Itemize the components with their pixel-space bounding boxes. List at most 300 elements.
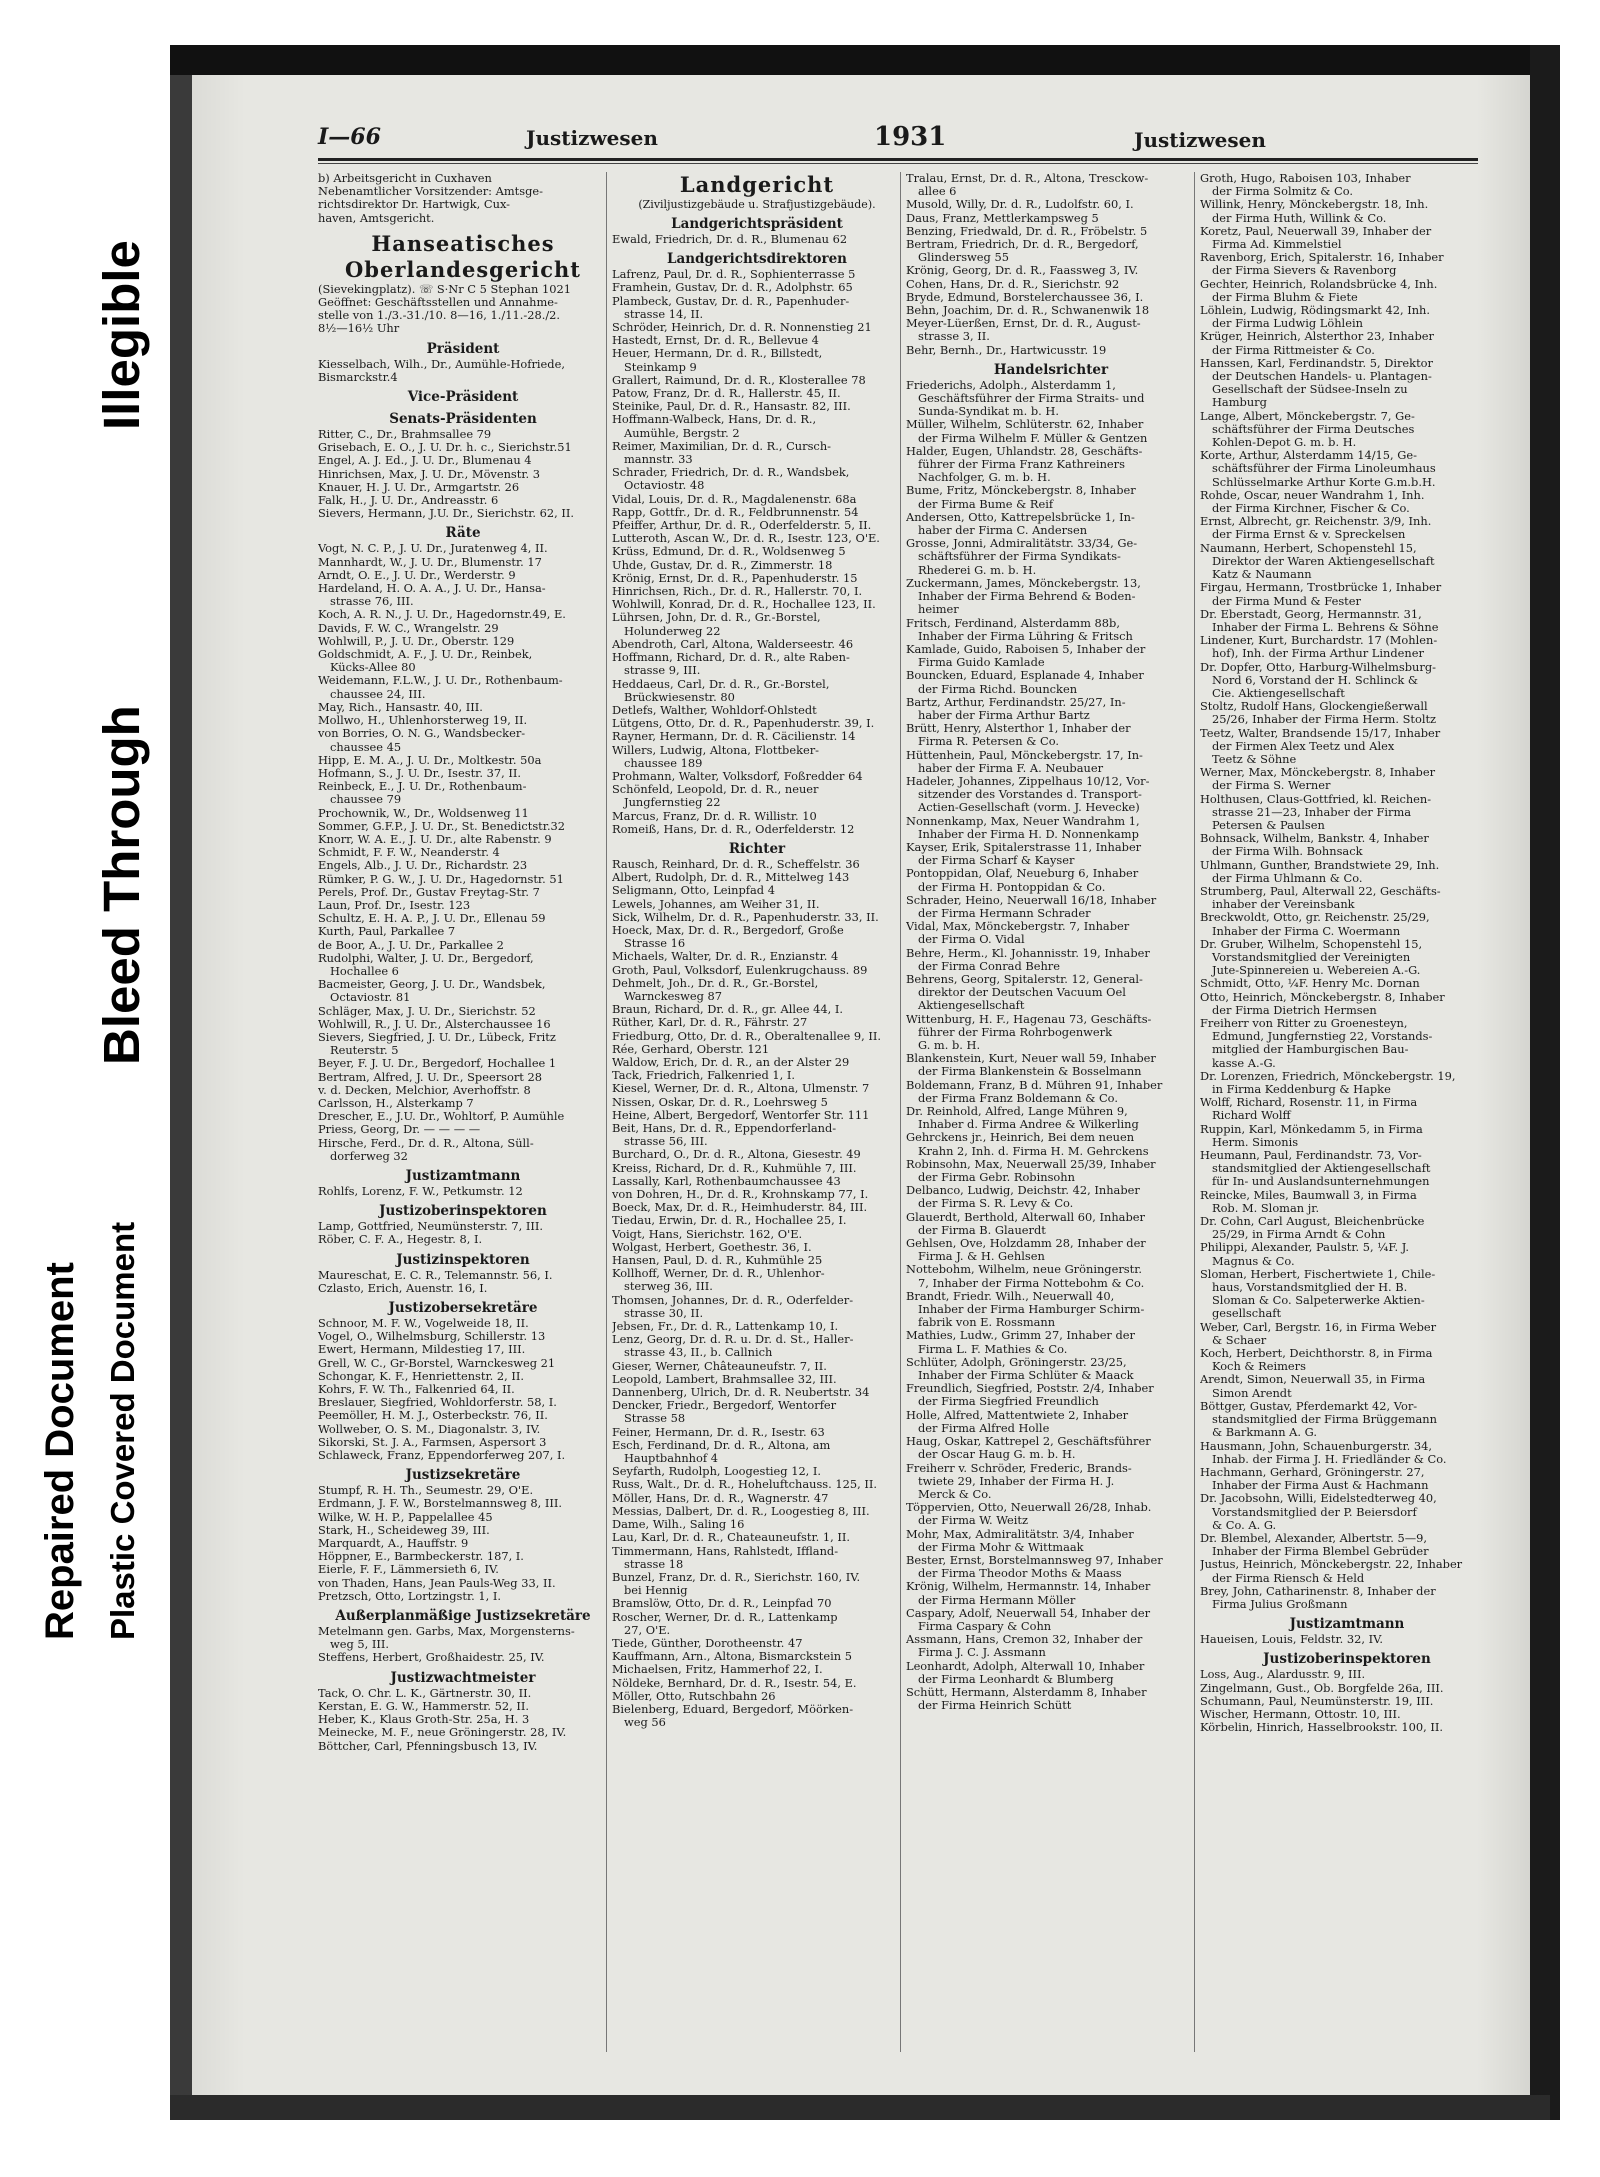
entry-line: Kiesselbach, Wilh., Dr., Aumühle-Hofriede, [318,357,565,371]
running-title-right: Justizwesen [1134,128,1266,152]
entry-line: Messias, Dalbert, Dr. d. R., Loogestieg 8, III. [612,1504,870,1518]
entry-line: Nachfolger, G. m. b. H. [918,471,1051,485]
entry-line: standsmitglied der Aktiengesellschaft [1212,1162,1431,1176]
entry-line: Leopold, Lambert, Brahmsallee 32, III. [612,1372,837,1386]
entry-line: Inhaber der Firma Blembel Gebrüder [1212,1545,1429,1559]
entry-line: Sievers, Hermann, J.U. Dr., Sierichstr. 62, II. [318,507,575,521]
entry-line: Ernst, Albrecht, gr. Reichenstr. 3/9, Inh. [1200,515,1432,529]
entry-line: Kohrs, F. W. Th., Falkenried 64, II. [318,1383,515,1397]
entry-line: Waldow, Erich, Dr. d. R., an der Alster 29 [612,1055,850,1069]
entry-line: Breckwoldt, Otto, gr. Reichenstr. 25/29, [1200,911,1430,925]
entry-line: Ritter, C., Dr., Brahmsallee 79 [318,428,492,442]
entry-line: Dannenberg, Ulrich, Dr. d. R. Neubertstr. 34 [612,1386,870,1400]
entry-line: Knauer, H. J. U. Dr., Armgartstr. 26 [318,480,520,494]
entry-list [318,1625,608,1665]
entry-line: Firma J. & H. Gehlsen [918,1250,1045,1264]
entry-line: Firma R. Petersen & Co. [918,735,1059,749]
column-4 [1200,172,1494,2057]
entry-line: Sievers, Siegfried, J. U. Dr., Lübeck, Fritz [318,1030,556,1044]
entry-line: Falk, H., J. U. Dr., Andreasstr. 6 [318,494,499,508]
entry-line: Michaelsen, Fritz, Hammerhof 22, I. [612,1663,823,1677]
entry-line: Goldschmidt, A. F., J. U. Dr., Reinbek, [318,648,533,662]
entry-line: Arendt, Simon, Neuerwall 35, in Firma [1200,1373,1426,1387]
entry-line: Bunzel, Franz, Dr. d. R., Sierichstr. 160, IV. [612,1570,861,1584]
entry-line: Hauptbahnhof 4 [624,1452,718,1466]
entry-line: Marquardt, A., Hauffstr. 9 [318,1537,469,1551]
entry-line: Bryde, Edmund, Borstelerchaussee 36, I. [906,290,1144,304]
entry-line: Schlüter, Adolph, Gröningerstr. 23/25, [906,1355,1127,1369]
entry-line: hof), Inh. der Firma Arthur Lindener [1212,647,1424,661]
entry-line: der Firma Hermann Schrader [918,906,1091,920]
entry-line: Hoffmann, Richard, Dr. d. R., alte Raben- [612,651,850,665]
entry-line: Bacmeister, Georg, J. U. Dr., Wandsbek, [318,978,546,992]
entry-line: Dehmelt, Joh., Dr. d. R., Gr.-Borstel, [612,976,819,990]
entry-line: von Borries, O. N. G., Wandsbecker- [318,727,526,741]
entry-line: Weidemann, F.L.W., J. U. Dr., Rothenbaum- [318,674,563,688]
entry-line: Kamlade, Guido, Raboisen 5, Inhaber der [906,642,1146,656]
entry-line: der Firma Sievers & Ravenborg [1212,264,1397,278]
entry-line: G. m. b. H. [918,1039,981,1052]
entry-line: Krönig, Georg, Dr. d. R., Faassweg 3, IV. [906,264,1139,278]
entry-line: der Firma Scharf & Kayser [918,854,1075,868]
entry-line: Krüger, Heinrich, Alsterthor 23, Inhaber [1200,330,1434,344]
entry-line: Herm. Simonis [1212,1135,1299,1149]
label-plastic-covered-document: Plastic Covered Document [104,1221,141,1640]
entry-line: b) Arbeitsgericht in Cuxhaven [318,172,492,185]
entry-line: Dr. Cohn, Carl August, Bleichenbrücke [1200,1215,1425,1229]
entry-line: von Thaden, Hans, Jean Pauls-Weg 33, II. [318,1576,556,1590]
entry-line: Dencker, Friedr., Bergedorf, Wentorfer [612,1399,837,1413]
entry-line: der Firma Wilhelm F. Müller & Gentzen [918,431,1148,445]
entry-line: Hipp, E. M. A., J. U. Dr., Moltkestr. 50a [318,753,542,767]
column-3 [906,172,1196,2057]
entry-line: der Firma Theodor Moths & Maass [918,1567,1122,1581]
entry-line: Firma J. C. J. Assmann [918,1646,1046,1660]
entry-line: Vorstandsmitglied der P. Beiersdorf [1212,1505,1417,1519]
entry-line: Erdmann, J. F. W., Borstelmannsweg 8, III. [318,1497,563,1511]
entry-line: Hadeler, Johannes, Zippelhaus 10/12, Vor- [906,774,1150,788]
entry-line: Inhaber der Firma Behrend & Boden- [918,590,1136,604]
entry-line: Wohlwill, Konrad, Dr. d. R., Hochallee 123, II. [612,598,876,612]
entry-line: sterweg 36, III. [624,1280,713,1294]
entry-line: Behr, Bernh., Dr., Hartwicusstr. 19 [906,343,1107,357]
entry-line: Carlsson, H., Alsterkamp 7 [318,1096,474,1110]
entry-line: Seligmann, Otto, Leinpfad 4 [612,884,775,898]
entry-line: Vidal, Max, Mönckebergstr. 7, Inhaber [906,920,1130,934]
year: 1931 [874,122,947,152]
entry-line: Bismarckstr.4 [318,370,398,384]
entry-line: Krönig, Ernst, Dr. d. R., Papenhuderstr. 15 [612,571,858,585]
entry-line: 27, O'E. [624,1623,671,1637]
entry-line: Möller, Otto, Rutschbahn 26 [612,1689,776,1703]
entry-line: Sloman & Co. Salpeterwerke Aktien- [1212,1294,1425,1308]
label-repaired-document: Repaired Document [38,1262,82,1640]
entry-line: Rudolphi, Walter, J. U. Dr., Bergedorf, [318,951,534,965]
entry-line: der Firma Ernst & v. Spreckelsen [1212,528,1406,542]
entry-line: der Firma Siegfried Freundlich [918,1395,1099,1409]
entry-line: Gechter, Heinrich, Rolandsbrücke 4, Inh. [1200,277,1438,291]
entry-line: Schultz, E. H. A. P., J. U. Dr., Ellenau 59 [318,912,546,926]
entry-line: Peemöller, H. M. J., Osterbeckstr. 76, II. [318,1409,548,1423]
entry-line: Drescher, E., J.U. Dr., Wohltorf, P. Aumühle [318,1110,565,1124]
entry-line: Pontoppidan, Olaf, Neueburg 6, Inhaber [906,867,1139,881]
entry-line: Körbelin, Hinrich, Hasselbrookstr. 100, II. [1200,1721,1443,1735]
entry-line: Hirsche, Ferd., Dr. d. R., Altona, Süll- [318,1136,534,1150]
section-heading: Räte [445,525,481,542]
entry-line: Löhlein, Ludwig, Rödingsmarkt 42, Inh. [1200,304,1430,318]
entry-line: Nissen, Oskar, Dr. d. R., Loehrsweg 5 [612,1095,828,1109]
entry-line: der Firma O. Vidal [918,933,1025,947]
entry-list [612,858,902,1729]
entry-line: Böttger, Gustav, Pferdemarkt 42, Vor- [1200,1399,1418,1413]
entry-line: der Firma Blankenstein & Bosselmann [918,1065,1142,1079]
entry-line: der Firma Mund & Fester [1212,594,1361,608]
entry-line: Firma L. F. Mathies & Co. [918,1342,1068,1356]
entry-line: Ravenborg, Erich, Spitalerstr. 16, Inhaber [1200,251,1444,265]
entry-line: Friederichs, Adolph., Alsterdamm 1, [906,378,1116,392]
entry-line: Rausch, Reinhard, Dr. d. R., Scheffelstr. 36 [612,857,860,871]
entry-line: Krüss, Edmund, Dr. d. R., Woldsenweg 5 [612,545,846,559]
entry-line: Vogt, N. C. P., J. U. Dr., Juratenweg 4, II. [318,542,548,556]
section-heading: Justizamtmann [405,1168,521,1184]
entry-line: Edmund, Jungfernstieg 22, Vorstands- [1212,1030,1433,1044]
column-2 [612,172,902,2057]
entry-line: Schnoor, M. F. W., Vogelweide 18, II. [318,1317,529,1331]
entry-line: Willink, Henry, Mönckebergstr. 18, Inh. [1200,198,1429,212]
entry-line: Reuterstr. 5 [330,1044,399,1058]
entry-line: strasse 76, III. [330,595,414,609]
entry-line: Bartz, Arthur, Ferdinandstr. 25/27, In- [906,695,1126,709]
entry-line: Esch, Ferdinand, Dr. d. R., Altona, am [612,1438,831,1452]
section-heading: Landgerichtspräsident [671,216,843,232]
entry-line: Teetz, Walter, Brandsende 15/17, Inhaber [1200,726,1441,740]
entry-line: Meyer-Lüerßen, Ernst, Dr. d. R., August- [906,317,1141,331]
entry-line: Laun, Prof. Dr., Isestr. 123 [318,898,471,912]
entry-line: Davids, F. W. C., Wrangelstr. 29 [318,621,499,635]
entry-line: Firma Caspary & Cohn [918,1619,1052,1633]
entry-line: Dr. Blembel, Alexander, Albertstr. 5—9, [1200,1531,1427,1545]
entry-line: Daus, Franz, Mettlerkampsweg 5 [906,211,1099,225]
entry-line: Müller, Wilhelm, Schlüterstr. 62, Inhaber [906,418,1144,432]
entry-line: Blankenstein, Kurt, Neuer wall 59, Inhaber [906,1052,1156,1066]
entry-line: Ewald, Friedrich, Dr. d. R., Blumenau 62 [612,233,848,246]
entry-line: Jute-Spinnereien u. Webereien A.-G. [1212,964,1421,978]
entry-line: Rayner, Hermann, Dr. d. R. Cäcilienstr. 14 [612,730,856,744]
entry-line: Kohlen-Depot G. m. b. H. [1212,436,1357,450]
entry-line: Holthusen, Claus-Gottfried, kl. Reichen- [1200,792,1432,806]
entry-line: 25/29, in Firma Arndt & Cohn [1212,1228,1386,1242]
entry-line: Ewert, Hermann, Mildestieg 17, III. [318,1343,526,1357]
entry-line: Grallert, Raimund, Dr. d. R., Klosterallee 78 [612,373,866,387]
entry-line: inhaber der Vereinsbank [1212,898,1355,912]
entry-line: Dr. Jacobsohn, Willi, Eidelstedterweg 40, [1200,1492,1437,1506]
entry-line: Direktor der Waren Aktiengesellschaft [1212,554,1435,568]
entry-line: Holle, Alfred, Mattentwiete 2, Inhaber [906,1408,1129,1422]
entry-line: Michaels, Walter, Dr. d. R., Enzianstr. 4 [612,950,839,964]
entry-line: Seyfarth, Rudolph, Loogestieg 12, I. [612,1465,822,1479]
entry-line: Musold, Willy, Dr. d. R., Ludolfstr. 60, I. [906,198,1134,212]
entry-line: der Firma Gebr. Robinsohn [918,1171,1075,1185]
entry-line: Naumann, Herbert, Schopenstehl 15, [1200,541,1417,555]
entry-line: Magnus & Co. [1212,1254,1295,1268]
entry-line: Fritsch, Ferdinand, Alsterdamm 88b, [906,616,1120,630]
entry-line: Timmermann, Hans, Rahlstedt, Iffland- [612,1544,839,1558]
entry-line: Nord 6, Vorstand der H. Schlinck & [1212,673,1419,687]
entry-line: Benzing, Friedwald, Dr. d. R., Fröbelstr. 5 [906,224,1148,238]
entry-line: Möller, Hans, Dr. d. R., Wagnerstr. 47 [612,1491,829,1505]
entry-line: Weber, Carl, Bergstr. 16, in Firma Weber [1200,1320,1437,1334]
entry-line: Behre, Herm., Kl. Johannisstr. 19, Inhaber [906,946,1150,960]
entry-line: Schlüsselmarke Arthur Korte G.m.b.H. [1212,475,1436,489]
entry-line: Metelmann gen. Garbs, Max, Morgensterns- [318,1625,575,1639]
entry-line: Warnckesweg 87 [624,989,723,1003]
entry-line: Inhaber der Firma Lühring & Fritsch [918,629,1133,643]
entry-line: Rümker, P. G. W., J. U. Dr., Hagedornstr. 51 [318,872,564,886]
entry-line: Freiherr v. Schröder, Frederic, Brands- [906,1461,1132,1475]
scan-frame-bottom [170,2095,1550,2120]
entry-line: der Firma Solmitz & Co. [1212,185,1354,199]
running-head [318,122,1478,162]
entry-line: Hofmann, S., J. U. Dr., Isestr. 37, II. [318,766,521,780]
entry-line: Braun, Richard, Dr. d. R., gr. Allee 44, I. [612,1003,843,1017]
entry-line: Kücks-Allee 80 [330,661,416,675]
entry-line: Grell, W. C., Gr-Borstel, Warnckesweg 21 [318,1356,556,1370]
entry-line: Boeck, Max, Dr. d. R., Heimhuderstr. 84, III. [612,1201,868,1215]
entry-line: Röber, C. F. A., Hegestr. 8, I. [318,1233,483,1247]
entry-line: Halder, Eugen, Uhlandstr. 28, Geschäfts- [906,444,1143,458]
entry-line: Lütgens, Otto, Dr. d. R., Papenhuderstr. 39, I. [612,717,875,731]
entry-line: Bester, Ernst, Borstelmannsweg 97, Inhaber [906,1553,1163,1567]
entry-line: Sloman, Herbert, Fischertwiete 1, Chile- [1200,1267,1436,1281]
entry-line: Friedburg, Otto, Dr. d. R., Oberaltenallee 9, II. [612,1029,881,1043]
entry-line: Schröder, Heinrich, Dr. d. R. Nonnenstieg 21 [612,321,872,335]
entry-list [612,233,902,246]
entry-line: Uhde, Gustav, Dr. d. R., Zimmerstr. 18 [612,558,833,572]
entry-line: Kreiss, Richard, Dr. d. R., Kuhmühle 7, III. [612,1161,857,1175]
entry-line: Hardeland, H. O. A. A., J. U. Dr., Hansa- [318,582,546,596]
entry-line: Lafrenz, Paul, Dr. d. R., Sophienterrasse 5 [612,268,856,282]
entry-line: Sick, Wilhelm, Dr. d. R., Papenhuderstr. 33, II. [612,910,879,924]
entry-line: Lewels, Johannes, am Weiher 31, II. [612,897,820,911]
entry-line: Framhein, Gustav, Dr. d. R., Adolphstr. 65 [612,281,853,295]
entry-line: Steinike, Paul, Dr. d. R., Hansastr. 82, III. [612,400,851,414]
entry-line: Haug, Oskar, Kattrepel 2, Geschäftsführer [906,1435,1151,1449]
page-number: I—66 [318,124,381,150]
entry-line: Wischer, Hermann, Ottostr. 10, III. [1200,1707,1401,1721]
entry-line: Kerstan, E. G. W., Hammerstr. 52, II. [318,1699,529,1713]
entry-line: Geöffnet: Geschäftsstellen und Annahme- [318,296,558,310]
entry-line: haber der Firma Arthur Bartz [918,708,1090,722]
entry-line: Teetz & Söhne [1212,752,1297,766]
entry-line: Mannhardt, W., J. U. Dr., Blumenstr. 17 [318,555,542,569]
entry-line: Patow, Franz, Dr. d. R., Hallerstr. 45, II. [612,387,841,401]
entry-line: Lührsen, John, Dr. d. R., Gr.-Borstel, [612,611,821,625]
entry-line: Hoeck, Max, Dr. d. R., Bergedorf, Große [612,923,844,937]
entry-line: Sikorski, St. J. A., Farmsen, Aspersort 3 [318,1435,547,1449]
entry-list [1200,172,1494,1611]
entry-line: der Firma W. Weitz [918,1514,1028,1528]
entry-line: Lenz, Georg, Dr. d. R. u. Dr. d. St., Haller- [612,1333,854,1347]
entry-list [318,1317,608,1462]
entry-line: Inhaber der Firma Schlüter & Maack [918,1369,1134,1383]
entry-line: der Firma Bluhm & Fiete [1212,290,1358,304]
entry-line: Inhaber der Firma Hamburger Schirm- [918,1303,1145,1317]
entry-line: Pretzsch, Otto, Lortzingstr. 1, I. [318,1589,502,1603]
scan-frame-right [1530,45,1560,2120]
entry-line: Gieser, Werner, Châteauneufstr. 7, II. [612,1359,827,1373]
entry-line: Hüttenhein, Paul, Mönckebergstr. 17, In- [906,748,1143,762]
entry-line: Freundlich, Siegfried, Poststr. 2/4, Inhaber [906,1382,1154,1396]
entry-line: Hausmann, John, Schauenburgerstr. 34, [1200,1439,1432,1453]
section-heading: Außerplanmäßige Justizsekretäre [335,1608,591,1625]
entry-line: der Firma S. R. Levy & Co. [918,1197,1074,1211]
entry-line: der Firma Richd. Bouncken [918,682,1078,696]
entry-line: Aktiengesellschaft [918,999,1025,1013]
entry-line: Heddaeus, Carl, Dr. d. R., Gr.-Borstel, [612,677,830,691]
entry-line: Willers, Ludwig, Altona, Flottbeker- [612,743,820,757]
entry-line: Inhab. der Firma J. H. Friedländer & Co. [1212,1452,1447,1466]
entry-line: Koretz, Paul, Neuerwall 39, Inhaber der [1200,224,1432,238]
entry-line: 8½—16½ Uhr [318,322,400,336]
entry-line: Grisebach, E. O., J. U. Dr. h. c., Sierichstr.51 [318,441,572,455]
entry-list [318,1484,608,1603]
entry-line: Wolgast, Herbert, Goethestr. 36, I. [612,1240,812,1254]
entry-line: Roscher, Werner, Dr. d. R., Lattenkamp [612,1610,838,1624]
entry-line: Hachmann, Gerhard, Gröningerstr. 27, [1200,1465,1425,1479]
entry-line: strasse 9, III. [624,664,701,678]
entry-line: in Firma Keddenburg & Hapke [1212,1083,1391,1097]
entry-list [318,1185,608,1198]
entry-line: Glindersweg 55 [918,251,1009,265]
entry-line: Katz & Naumann [1212,568,1312,582]
entry-line: strasse 30, II. [624,1306,704,1320]
entry-line: Tack, Friedrich, Falkenried 1, I. [612,1069,795,1083]
entry-line: Hinrichsen, Max, J. U. Dr., Mövenstr. 3 [318,467,541,481]
entry-line: Schönfeld, Leopold, Dr. d. R., neuer [612,783,819,797]
entry-line: Bielenberg, Eduard, Bergedorf, Möörken- [612,1702,854,1716]
entry-line: (Sievekingplatz). ☏ S·Nr C 5 Stephan 1021 [318,282,571,296]
section-heading: Senats-Präsidenten [389,411,537,428]
entry-line: Hoffmann-Walbeck, Hans, Dr. d. R., [612,413,817,427]
entry-line: führer der Firma Franz Kathreiners [918,458,1125,472]
entry-list [318,358,608,384]
entry-line: Leonhardt, Adolph, Alterwall 10, Inhaber [906,1659,1145,1673]
entry-line: Schmidt, Otto, ¼F. Henry Mc. Dornan [1200,977,1420,991]
entry-line: Wohlwill, R., J. U. Dr., Alsterchaussee 16 [318,1017,551,1031]
entry-line: strasse 21—23, Inhaber der Firma [1212,805,1412,819]
court-title-line-2: Oberlandesgericht [345,256,581,282]
entry-line: Krönig, Wilhelm, Hermannstr. 14, Inhaber [906,1580,1151,1594]
entry-line: Reimer, Maximilian, Dr. d. R., Cursch- [612,439,832,453]
landgericht-title: Landgericht [679,172,835,197]
section-heading: Richter [728,840,786,857]
entry-line: Firma Ad. Kimmelstiel [1212,238,1342,252]
entry-line: Freiherr von Ritter zu Groenesteyn, [1200,1017,1408,1030]
entry-line: Gesellschaft der Südsee-Inseln zu [1212,383,1408,397]
entry-line: Mollwo, H., Uhlenhorsterweg 19, II. [318,714,528,728]
entry-line: strasse 3, II. [918,330,990,344]
entry-line: Bramslöw, Otto, Dr. d. R., Leinpfad 70 [612,1597,832,1611]
section-heading: Justizsekretäre [405,1467,521,1484]
entry-line: Arndt, O. E., J. U. Dr., Werderstr. 9 [318,568,516,582]
entry-line: 7, Inhaber der Firma Nottebohm & Co. [918,1276,1145,1290]
entry-line: der Deutschen Handels- u. Plantagen- [1212,370,1432,384]
column-1 [318,172,608,2057]
entry-line: der Firma Hermann Möller [918,1593,1076,1607]
entry-line: Russ, Walt., Dr. d. R., Hoheluftchauss. 125, II. [612,1478,877,1492]
entry-line: strasse 43, II., b. Callnich [624,1346,773,1360]
entry-line: Bertram, Friedrich, Dr. d. R., Bergedorf, [906,238,1139,252]
entry-line: Nottebohm, Wilhelm, neue Gröningerstr. [906,1263,1143,1277]
entry-line: Inhaber der Firma H. D. Nonnenkamp [918,827,1139,841]
entry-line: strasse 56, III. [624,1135,708,1149]
intro-block [318,172,608,225]
entry-line: Kiesel, Werner, Dr. d. R., Altona, Ulmenstr. 7 [612,1082,870,1096]
entry-line: Koch, A. R. N., J. U. Dr., Hagedornstr.49, E. [318,608,566,622]
entry-line: Plambeck, Gustav, Dr. d. R., Papenhuder- [612,294,850,308]
entry-line: sitzender des Vorstandes d. Transport- [918,788,1142,802]
entry-line: kasse A.-G. [1212,1056,1276,1070]
entry-line: Böttcher, Carl, Pfenningsbusch 13, IV. [318,1739,538,1753]
entry-line: Lindener, Kurt, Burchardstr. 17 (Mohlen- [1200,634,1438,648]
entry-line: Voigt, Hans, Sierichstr. 162, O'E. [612,1227,803,1241]
entry-line: bei Hennig [624,1584,688,1598]
entry-list [906,379,1196,1713]
scan-frame-top [170,45,1550,75]
entry-list [1200,1633,1494,1646]
entry-line: Schütt, Hermann, Alsterdamm 8, Inhaber [906,1685,1147,1699]
entry-line: Inhaber d. Firma Andree & Wilkerling [918,1118,1139,1132]
entry-line: haber der Firma F. A. Neubauer [918,761,1104,775]
entry-line: Groth, Paul, Volksdorf, Eulenkrugchauss. 89 [612,963,868,977]
entry-line: Bohnsack, Wilhelm, Bankstr. 4, Inhaber [1200,832,1429,846]
entry-line: heimer [918,603,959,617]
entry-list [318,542,608,1163]
entry-line: führer der Firma Rohrbogenwerk [918,1025,1113,1039]
entry-line: Engel, A. J. Ed., J. U. Dr., Blumenau 4 [318,454,532,468]
entry-line: chaussee 189 [624,756,703,770]
running-title-left: Justizwesen [526,126,658,150]
entry-line: Reinbeck, E., J. U. Dr., Rothenbaum- [318,780,527,794]
entry-line: Priess, Georg, Dr. — — — — [318,1123,481,1137]
entry-line: der Firmen Alex Teetz und Alex [1212,739,1395,753]
entry-line: der Firma S. Werner [1212,779,1331,793]
entry-line: Vorstandsmitglied der Vereinigten [1212,950,1411,964]
entry-line: Simon Arendt [1212,1386,1292,1400]
entry-line: Ruppin, Karl, Mönkedamm 5, in Firma [1200,1122,1423,1136]
entry-line: Hochallee 6 [330,964,399,978]
entry-line: Abendroth, Carl, Altona, Walderseestr. 46 [612,637,854,651]
entry-line: der Firma Uhlmann & Co. [1212,871,1363,885]
entry-line: weg 5, III. [330,1638,390,1652]
entry-line: der Firma Wilh. Bohnsack [1212,845,1363,859]
entry-line: Nebenamtlicher Vorsitzender: Amtsge- [318,185,543,199]
entry-line: Tralau, Ernst, Dr. d. R., Altona, Tresckow- [906,172,1149,185]
entry-line: schäftsführer der Firma Linoleumhaus [1212,462,1436,476]
entry-line: Albert, Rudolph, Dr. d. R., Mittelweg 143 [612,871,850,885]
entry-line: Steffens, Herbert, Großhaidestr. 25, IV. [318,1651,545,1665]
entry-line: Boldemann, Franz, B d. Mühren 91, Inhaber [906,1078,1163,1092]
entry-line: Lau, Karl, Dr. d. R., Chateauneufstr. 1, II. [612,1531,850,1545]
entry-line: Maureschat, E. C. R., Telemannstr. 56, I. [318,1268,553,1282]
entry-line: Strumberg, Paul, Alterwall 22, Geschäfts- [1200,884,1441,898]
entry-list [318,1687,608,1753]
entry-line: Wilke, W. H. P., Pappelallee 45 [318,1510,493,1524]
entry-line: Vogel, O., Wilhelmsburg, Schillerstr. 13 [318,1330,546,1344]
entry-line: Richard Wolff [1212,1109,1291,1123]
entry-line: schäftsführer der Firma Syndikats- [918,550,1121,564]
entry-line: Schumann, Paul, Neumünsterstr. 19, III. [1200,1694,1434,1708]
